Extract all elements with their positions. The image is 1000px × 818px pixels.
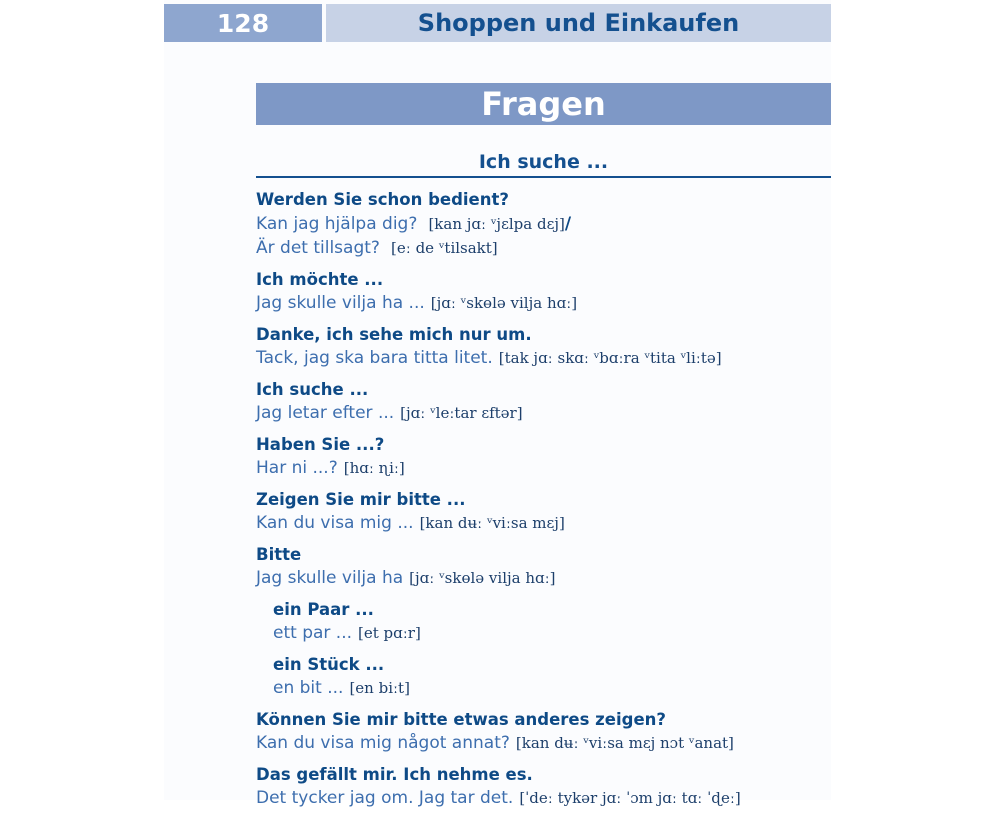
phrase-item-indented xyxy=(256,653,831,701)
pronunciation: [jɑː ᵛleːtar ɛftər] xyxy=(400,404,523,422)
german-phrase: Werden Sie schon bedient? xyxy=(256,190,509,209)
swedish-phrase: Kan jag hjälpa dig? xyxy=(256,213,418,234)
german-phrase: Danke, ich sehe mich nur um. xyxy=(256,324,532,344)
pronunciation: [en biːt] xyxy=(349,679,410,697)
phrase-item xyxy=(256,188,831,261)
swedish-phrase: ett par ... xyxy=(273,623,353,643)
swedish-phrase: en bit ... xyxy=(273,678,344,698)
phrase-item xyxy=(256,323,831,371)
german-phrase: Ich suche ... xyxy=(256,379,369,399)
phrase-item xyxy=(256,268,831,316)
swedish-phrase: Har ni ...? xyxy=(256,458,338,478)
pronunciation: [hɑː ɳiː] xyxy=(343,459,405,477)
pronunciation: [et pɑːr] xyxy=(358,624,421,642)
pronunciation: [jɑː ᵛskɵlə vilja hɑː] xyxy=(409,569,556,587)
german-phrase: ein Stück ... xyxy=(273,654,385,674)
phrase-item xyxy=(256,763,831,811)
phrase-item xyxy=(256,488,831,536)
swedish-phrase: Kan du visa mig något annat? xyxy=(256,733,510,753)
swedish-phrase-alt: Är det tillsagt? xyxy=(256,238,380,258)
german-phrase: ein Paar ... xyxy=(273,599,374,619)
page-number: 128 xyxy=(164,4,322,42)
german-phrase: Können Sie mir bitte etwas anderes zeigen? xyxy=(256,709,666,729)
german-phrase: Das gefällt mir. Ich nehme es. xyxy=(256,764,533,784)
phrase-list xyxy=(256,188,831,818)
pronunciation: [kan jɑː ᵛjɛlpa dɛj] xyxy=(428,214,565,233)
pronunciation: [jɑː ᵛskɵlə vilja hɑː] xyxy=(430,294,578,312)
swedish-phrase: Tack, jag ska bara titta litet. xyxy=(256,348,493,368)
section-title: Fragen xyxy=(256,83,831,125)
swedish-phrase: Jag skulle vilja ha xyxy=(256,568,404,588)
german-phrase: Bitte xyxy=(256,544,302,564)
pronunciation: [tak jɑː skɑː ᵛbɑːra ᵛtita ᵛliːtə] xyxy=(498,349,722,367)
section-subtitle: Ich suche ... xyxy=(256,148,831,178)
german-phrase: Zeigen Sie mir bitte ... xyxy=(256,489,466,509)
alternative-separator: / xyxy=(564,213,572,234)
swedish-phrase: Kan du visa mig ... xyxy=(256,513,414,533)
pronunciation: [ˈdeː tykər jɑː ˈɔm jɑː tɑː ˈɖeː] xyxy=(519,789,741,807)
pronunciation: [kan dʉː ᵛviːsa mɛj nɔt ᵛanat] xyxy=(515,734,734,752)
phrase-item xyxy=(256,543,831,591)
german-phrase: Ich möchte ... xyxy=(256,269,384,289)
swedish-phrase: Det tycker jag om. Jag tar det. xyxy=(256,788,514,808)
phrase-item xyxy=(256,433,831,481)
phrase-item xyxy=(256,708,831,756)
swedish-phrase: Jag letar efter ... xyxy=(256,403,395,423)
phrase-item-indented xyxy=(256,598,831,646)
german-phrase: Haben Sie ...? xyxy=(256,434,385,454)
pronunciation: [kan dʉː ᵛviːsa mɛj] xyxy=(419,514,565,532)
chapter-title: Shoppen und Einkaufen xyxy=(326,4,831,42)
swedish-phrase: Jag skulle vilja ha ... xyxy=(256,293,425,313)
pronunciation-alt: [eː de ᵛtilsakt] xyxy=(391,239,498,257)
phrase-item xyxy=(256,378,831,426)
